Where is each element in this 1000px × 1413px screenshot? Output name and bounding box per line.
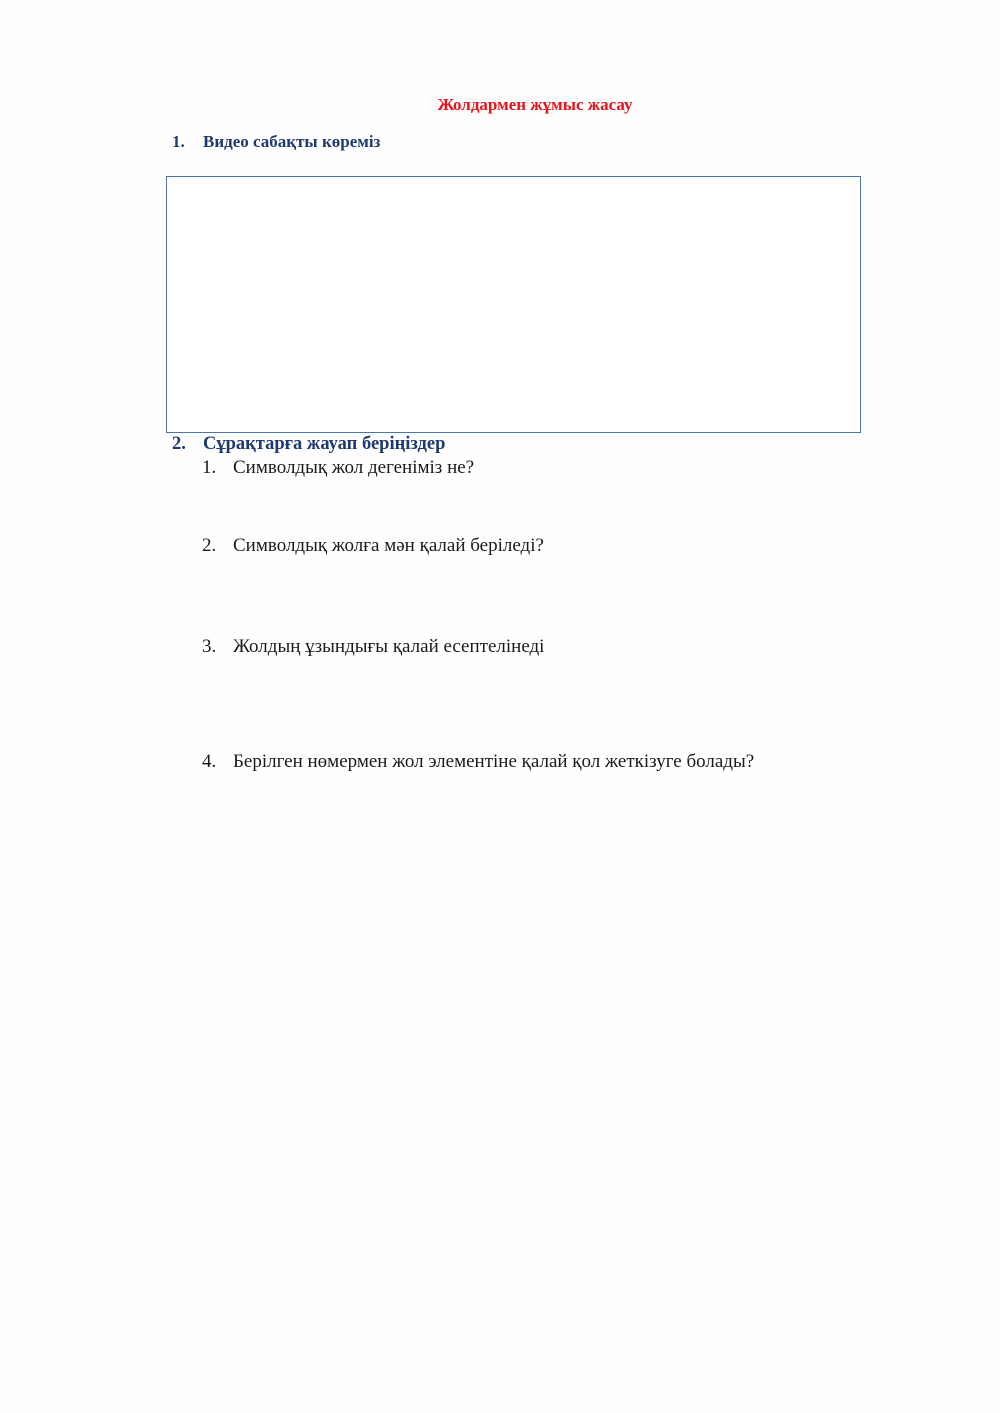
section-heading-text: Сұрақтарға жауап беріңіздер xyxy=(203,434,446,454)
question-number: 3. xyxy=(202,636,217,657)
question-text: Символдық жолға мән қалай беріледі? xyxy=(233,535,544,556)
question-text: Символдық жол дегеніміз не? xyxy=(233,457,475,478)
question-text: Жолдың ұзындығы қалай есептелінеді xyxy=(233,636,545,657)
section-heading-questions xyxy=(172,434,445,455)
question-number: 4. xyxy=(202,751,217,772)
section-number: 2. xyxy=(172,434,186,454)
section-number: 1. xyxy=(172,132,185,151)
question-number: 2. xyxy=(202,535,217,556)
question-text: Берілген нөмермен жол элементіне қалай қол жеткізуге болады? xyxy=(233,751,755,772)
question-item xyxy=(202,751,754,773)
question-item xyxy=(202,535,544,557)
question-item xyxy=(202,457,474,479)
page-title: Жолдармен жұмыс жасау xyxy=(437,95,633,114)
section-heading-video xyxy=(172,132,380,152)
section-heading-text: Видео сабақты көреміз xyxy=(203,132,381,151)
question-item xyxy=(202,636,544,658)
question-number: 1. xyxy=(202,457,217,478)
video-embed-frame[interactable] xyxy=(166,176,861,433)
